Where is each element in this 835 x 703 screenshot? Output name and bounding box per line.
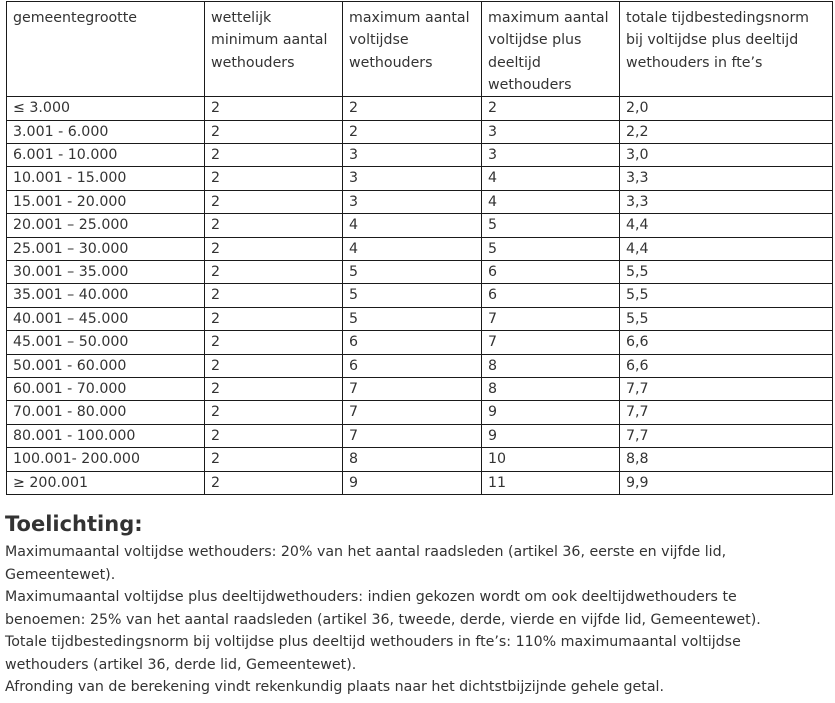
table-cell: 20.001 – 25.000 (7, 214, 205, 237)
table-row (7, 307, 833, 330)
table-cell: 7 (482, 307, 620, 330)
table-cell: 2 (343, 120, 482, 143)
table-cell: 100.001- 200.000 (7, 448, 205, 471)
table-cell: 2 (205, 97, 343, 120)
table-cell: 5,5 (620, 261, 833, 284)
table-cell: 10.001 - 15.000 (7, 167, 205, 190)
table-row (7, 354, 833, 377)
table-cell: 50.001 - 60.000 (7, 354, 205, 377)
toelichting-heading: Toelichting: (5, 512, 143, 536)
table-cell: 3,0 (620, 144, 833, 167)
table-cell: 4 (482, 167, 620, 190)
table-cell: 6 (343, 331, 482, 354)
table-cell: 40.001 – 45.000 (7, 307, 205, 330)
toelichting-line: Totale tijdbestedingsnorm bij voltijdse plus deeltijd wethouders in fte’s: 110% maximumaantal voltijdse (5, 634, 741, 650)
table-cell: 2 (205, 448, 343, 471)
table-row (7, 448, 833, 471)
table-cell: 6 (343, 354, 482, 377)
toelichting-text (5, 541, 827, 699)
table-cell: 4 (343, 237, 482, 260)
column-header-tijdbestedingsnorm: totale tijdbestedingsnorm bij voltijdse plus deeltijd wethouders in fte’s (620, 2, 833, 97)
table-row (7, 401, 833, 424)
table-cell: 8 (482, 354, 620, 377)
table-row (7, 471, 833, 494)
table-row (7, 284, 833, 307)
toelichting-line: Maximumaantal voltijdse plus deeltijdwethouders: indien gekozen wordt om ook deeltijdwethouders te (5, 589, 737, 605)
table-cell: 7 (343, 378, 482, 401)
table-cell: 3 (343, 167, 482, 190)
table-cell: 11 (482, 471, 620, 494)
toelichting-line: Afronding van de berekening vindt rekenkundig plaats naar het dichtstbijzijnde gehele getal. (5, 679, 664, 695)
column-header-max-voltijdse-plus-deeltijd: maximum aantal voltijdse plus deeltijd wethouders (482, 2, 620, 97)
table-cell: 10 (482, 448, 620, 471)
table-cell: 45.001 – 50.000 (7, 331, 205, 354)
table-cell: 2 (205, 354, 343, 377)
table-cell: ≤ 3.000 (7, 97, 205, 120)
table-row (7, 424, 833, 447)
toelichting-line: wethouders (artikel 36, derde lid, Gemeentewet). (5, 656, 357, 673)
table-header-row (7, 2, 833, 97)
table-cell: 7,7 (620, 401, 833, 424)
table-cell: 4 (482, 190, 620, 213)
table-cell: 9 (482, 424, 620, 447)
table-cell: 2 (205, 307, 343, 330)
table-cell: 2 (482, 97, 620, 120)
table-row (7, 144, 833, 167)
table-cell: 2 (205, 237, 343, 260)
table-row (7, 190, 833, 213)
table-cell: 6.001 - 10.000 (7, 144, 205, 167)
table-cell: 9,9 (620, 471, 833, 494)
table-cell: 7,7 (620, 424, 833, 447)
table-cell: 4 (343, 214, 482, 237)
table-cell: 6,6 (620, 354, 833, 377)
table-cell: 2 (205, 261, 343, 284)
table-cell: 60.001 - 70.000 (7, 378, 205, 401)
table-cell: 5 (343, 261, 482, 284)
toelichting-section (5, 511, 827, 699)
table-cell: 2,2 (620, 120, 833, 143)
table-cell: 9 (482, 401, 620, 424)
wethouders-norm-table (6, 1, 833, 495)
table-row (7, 167, 833, 190)
column-header-gemeentegrootte: gemeentegrootte (7, 2, 205, 97)
table-cell: 5 (343, 307, 482, 330)
table-cell: 2 (205, 331, 343, 354)
table-cell: 8 (343, 448, 482, 471)
table-cell: 7 (482, 331, 620, 354)
table-cell: 5,5 (620, 307, 833, 330)
table-cell: 70.001 - 80.000 (7, 401, 205, 424)
column-header-minimum-wethouders: wettelijk minimum aantal wethouders (205, 2, 343, 97)
table-body (7, 97, 833, 495)
table-cell: 2 (205, 378, 343, 401)
table-cell: 4,4 (620, 214, 833, 237)
table-cell: 5,5 (620, 284, 833, 307)
table-cell: 5 (343, 284, 482, 307)
table-cell: 2,0 (620, 97, 833, 120)
toelichting-line: Gemeentewet). (5, 566, 116, 583)
table-cell: 3 (343, 144, 482, 167)
table-row (7, 120, 833, 143)
table-cell: 2 (205, 424, 343, 447)
table-cell: 7,7 (620, 378, 833, 401)
table-cell: ≥ 200.001 (7, 471, 205, 494)
table-row (7, 331, 833, 354)
table-cell: 3 (482, 120, 620, 143)
table-cell: 2 (205, 120, 343, 143)
table-row (7, 261, 833, 284)
table-cell: 2 (205, 190, 343, 213)
table-cell: 3,3 (620, 190, 833, 213)
table-cell: 6,6 (620, 331, 833, 354)
table-cell: 2 (205, 144, 343, 167)
table-cell: 9 (343, 471, 482, 494)
table-cell: 7 (343, 401, 482, 424)
table-row (7, 214, 833, 237)
toelichting-line: Maximumaantal voltijdse wethouders: 20% van het aantal raadsleden (artikel 36, eerste en vijfde lid, (5, 544, 727, 560)
column-header-max-voltijdse: maximum aantal voltijdse wethouders (343, 2, 482, 97)
table-cell: 2 (205, 471, 343, 494)
table-row (7, 378, 833, 401)
table-cell: 3 (343, 190, 482, 213)
table-cell: 6 (482, 261, 620, 284)
toelichting-line: benoemen: 25% van het aantal raadsleden (artikel 36, tweede, derde, vierde en vijfde lid, Gemeentewet). (5, 611, 761, 628)
table-cell: 5 (482, 214, 620, 237)
table-row (7, 237, 833, 260)
table-cell: 2 (205, 167, 343, 190)
table-cell: 2 (343, 97, 482, 120)
table-cell: 3 (482, 144, 620, 167)
table-cell: 8,8 (620, 448, 833, 471)
table-cell: 3.001 - 6.000 (7, 120, 205, 143)
table-cell: 2 (205, 214, 343, 237)
table-cell: 3,3 (620, 167, 833, 190)
table-cell: 5 (482, 237, 620, 260)
table-cell: 2 (205, 284, 343, 307)
table-cell: 4,4 (620, 237, 833, 260)
table-cell: 2 (205, 401, 343, 424)
table-cell: 8 (482, 378, 620, 401)
table-cell: 15.001 - 20.000 (7, 190, 205, 213)
table-cell: 80.001 - 100.000 (7, 424, 205, 447)
table-cell: 6 (482, 284, 620, 307)
table-cell: 7 (343, 424, 482, 447)
table-cell: 35.001 – 40.000 (7, 284, 205, 307)
table-cell: 30.001 – 35.000 (7, 261, 205, 284)
table-cell: 25.001 – 30.000 (7, 237, 205, 260)
table-row (7, 97, 833, 120)
